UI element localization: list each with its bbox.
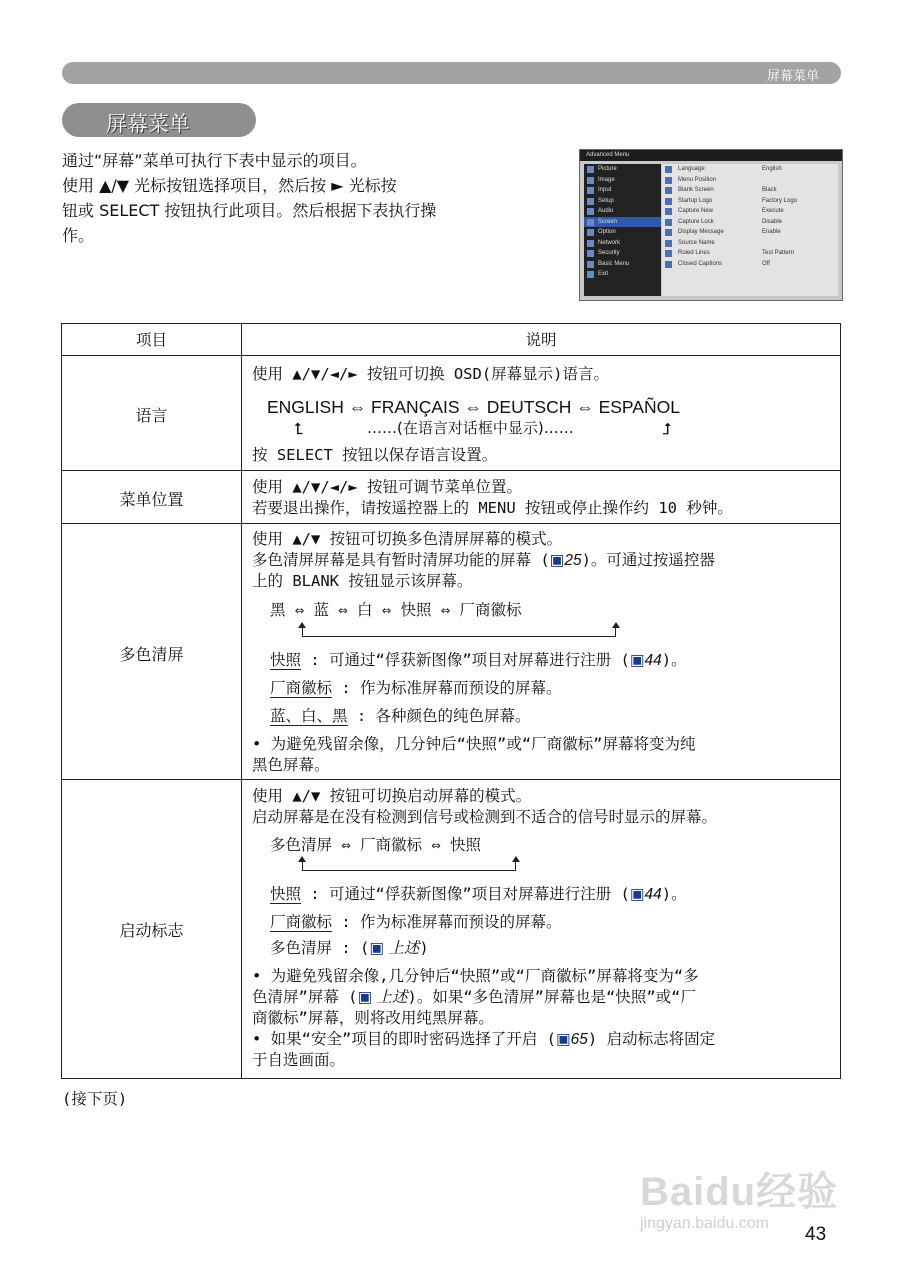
- table-column-divider: [241, 324, 242, 1078]
- watermark-url: jingyan.baidu.com: [640, 1215, 769, 1232]
- osd-menu-title: Advanced Menu: [580, 150, 842, 161]
- intro-line: 使用 ▲/▼ 光标按钮选择项目，然后按 ► 光标按: [62, 176, 397, 195]
- row-name-menu-position: 菜单位置: [119, 490, 184, 509]
- blank-logo-line: 厂商徽标 : 作为标准屏幕而预设的屏幕。: [270, 679, 562, 697]
- startup-note-line: 商徽标”屏幕，则将改用纯黑屏幕。: [252, 1009, 494, 1027]
- section-header-bar: [62, 62, 841, 84]
- page-reference: ▣44: [629, 652, 662, 669]
- osd-setting-row: Startup Logo Factory Logo: [662, 196, 838, 207]
- osd-menu-item: Setup: [584, 196, 661, 207]
- book-reference-icon: ▣: [629, 886, 645, 903]
- osd-setting-row: Source Name: [662, 238, 838, 249]
- osd-setting-row: Capture Lock Disable: [662, 217, 838, 228]
- blank-note-line: • 为避免残留余像，几分钟后“快照”或“厂商徽标”屏幕将变为纯: [252, 735, 696, 753]
- table-row-divider: [62, 470, 840, 471]
- table-row-divider: [62, 779, 840, 780]
- osd-menu-item: Picture: [584, 164, 661, 175]
- page-reference: ▣ 上述: [369, 940, 420, 957]
- osd-menu-item: Basic Menu: [584, 259, 661, 270]
- book-reference-icon: ▣: [549, 552, 565, 569]
- column-header-description: 说明: [525, 331, 557, 349]
- blank-note-line: 黑色屏幕。: [252, 756, 330, 774]
- intro-line: 钮或 SELECT 按钮执行此项目。然后根据下表执行操: [62, 201, 437, 220]
- startup-note-line: 于自选画面。: [252, 1051, 346, 1069]
- language-cycle: ENGLISH ⇔ FRANÇAIS ⇔ DEUTSCH ⇔ ESPAÑOL: [267, 397, 680, 417]
- osd-setting-row: Display Message Enable: [662, 227, 838, 238]
- startup-logo-line: 厂商徽标 : 作为标准屏幕而预设的屏幕。: [270, 913, 562, 931]
- blank-desc-line: 多色清屏屏幕是具有暂时清屏功能的屏幕 (▣25)。可通过按遥控器: [252, 551, 715, 569]
- language-loop-note: ……(在语言对话框中显示)……: [367, 419, 574, 437]
- page-reference: ▣44: [629, 886, 662, 903]
- language-desc-line: 使用 ▲/▼/◄/► 按钮可切换 OSD(屏幕显示)语言。: [252, 365, 609, 383]
- osd-left-menu: [584, 164, 661, 296]
- startup-snapshot-line: 快照 : 可通过“俘获新图像”项目对屏幕进行注册 (▣44)。: [270, 885, 687, 903]
- loop-arrow-left-icon: ⮤: [294, 419, 304, 438]
- row-name-blank: 多色清屏: [119, 645, 184, 664]
- osd-menu-item: Audio: [584, 206, 661, 217]
- page-number: 43: [805, 1224, 827, 1245]
- blank-desc-line: 使用 ▲/▼ 按钮可切换多色清屏屏幕的模式。: [252, 530, 563, 548]
- blank-cycle: 黑 ⇔ 蓝 ⇔ 白 ⇔ 快照 ⇔ 厂商徽标: [270, 601, 522, 619]
- osd-right-menu: [662, 164, 838, 296]
- startup-desc-line: 启动屏幕是在没有检测到信号或检测到不适合的信号时显示的屏幕。: [252, 808, 718, 826]
- watermark-brand: Baidu经验: [640, 1170, 839, 1214]
- osd-menu-screenshot: [579, 149, 843, 301]
- page-reference: ▣65: [556, 1031, 588, 1048]
- row-name-startup: 启动标志: [119, 921, 184, 940]
- intro-text: [62, 148, 557, 248]
- book-reference-icon: ▣: [369, 940, 384, 957]
- blank-desc-line: 上的 BLANK 按钮显示该屏幕。: [252, 572, 473, 590]
- loop-arrow-right-icon: ⮥: [662, 419, 672, 438]
- osd-setting-row: Blank Screen Black: [662, 185, 838, 196]
- intro-line: 通过“屏幕”菜单可执行下表中显示的项目。: [62, 151, 367, 170]
- page-title: 屏幕菜单: [106, 112, 190, 136]
- osd-menu-item: Security: [584, 248, 661, 259]
- osd-menu-item: Option: [584, 227, 661, 238]
- book-reference-icon: ▣: [357, 989, 373, 1006]
- startup-desc-line: 使用 ▲/▼ 按钮可切换启动屏幕的模式。: [252, 787, 532, 805]
- osd-menu-item: Network: [584, 238, 661, 249]
- osd-menu-item: Input: [584, 185, 661, 196]
- startup-note-line: 色清屏”屏幕 (▣ 上述)。如果“多色清屏”屏幕也是“快照”或“厂: [252, 988, 696, 1006]
- osd-setting-row: Ruled Lines Test Pattern: [662, 248, 838, 259]
- blank-snapshot-line: 快照 : 可通过“俘获新图像”项目对屏幕进行注册 (▣44)。: [270, 651, 687, 669]
- startup-blank-line: 多色清屏 : (▣ 上述): [270, 939, 429, 957]
- page-reference: ▣25: [549, 552, 582, 569]
- startup-note-line: • 如果“安全”项目的即时密码选择了开启 (▣65) 启动标志将固定: [252, 1030, 716, 1048]
- intro-line: 作。: [62, 226, 95, 245]
- osd-setting-row: Closed Captions Off: [662, 259, 838, 270]
- baidu-watermark: [640, 1160, 838, 1233]
- osd-menu-item: Exit: [584, 269, 661, 280]
- page-title-pill: [62, 103, 256, 137]
- table-row-divider: [62, 355, 840, 356]
- language-desc-line: 按 SELECT 按钮以保存语言设置。: [252, 446, 498, 464]
- osd-menu-item-selected: Screen: [584, 217, 661, 228]
- startup-cycle: 多色清屏 ⇔ 厂商徽标 ⇔ 快照: [270, 836, 481, 854]
- column-header-item: 项目: [135, 331, 167, 349]
- osd-setting-row: Language English: [662, 164, 838, 175]
- osd-setting-row: Menu Position: [662, 175, 838, 186]
- startup-note-line: • 为避免残留余像,几分钟后“快照”或“厂商徽标”屏幕将变为“多: [252, 967, 699, 985]
- menu-position-desc-line: 若要退出操作，请按遥控器上的 MENU 按钮或停止操作约 10 秒钟。: [252, 499, 733, 517]
- book-reference-icon: ▣: [629, 652, 645, 669]
- book-reference-icon: ▣: [556, 1031, 571, 1048]
- menu-position-desc-line: 使用 ▲/▼/◄/► 按钮可调节菜单位置。: [252, 478, 522, 496]
- osd-menu-item: Image: [584, 175, 661, 186]
- osd-setting-row: Capture New Execute: [662, 206, 838, 217]
- page-reference: ▣ 上述: [357, 989, 408, 1006]
- row-name-language: 语言: [135, 406, 168, 425]
- section-header-label: 屏幕菜单: [766, 69, 819, 84]
- table-row-divider: [62, 523, 840, 524]
- cycle-loop-arrow: [302, 862, 516, 871]
- screen-menu-table: [61, 323, 841, 1079]
- cycle-loop-arrow: [302, 628, 616, 637]
- continued-note: (接下页): [62, 1090, 128, 1108]
- blank-colors-line: 蓝、白、黑 : 各种颜色的纯色屏幕。: [270, 707, 531, 725]
